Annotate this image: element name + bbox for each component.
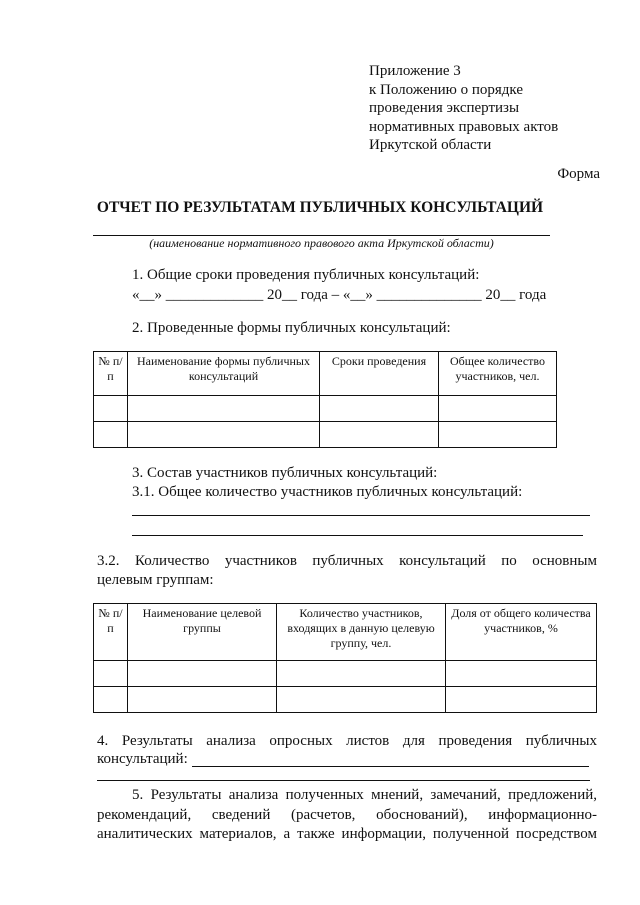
col-form-name: Наименование формы публичных консультаций bbox=[128, 352, 320, 396]
appendix-line: Приложение 3 bbox=[369, 63, 461, 79]
answer-line[interactable] bbox=[132, 535, 583, 536]
table-cell[interactable] bbox=[94, 687, 128, 713]
appendix-line: к Положению о порядке bbox=[369, 81, 523, 98]
section5-line: рекомендаций, сведений (расчетов, обоснований), информационно- bbox=[97, 806, 597, 823]
section4-text-line2: консультаций: bbox=[97, 751, 188, 767]
section3-2-text-line1: 3.2. Количество участников публичных консультаций по основным bbox=[97, 553, 597, 569]
table-row bbox=[94, 661, 597, 687]
section2-heading: 2. Проведенные формы публичных консультаций: bbox=[132, 320, 451, 336]
section3-1-text: 3.1. Общее количество участников публичных консультаций: bbox=[132, 484, 523, 500]
act-name-caption: (наименование нормативного правового акта Иркутской области) bbox=[149, 236, 494, 250]
section1-heading: 1. Общие сроки проведения публичных консультаций: bbox=[132, 267, 480, 283]
table-cell[interactable] bbox=[439, 422, 557, 448]
col-group-name: Наименование целевой группы bbox=[128, 604, 277, 661]
appendix-line: проведения экспертизы bbox=[369, 100, 520, 116]
col-participants: Общее количество участников, чел. bbox=[439, 352, 557, 396]
table-cell[interactable] bbox=[320, 422, 439, 448]
target-groups-table bbox=[93, 603, 597, 713]
section3-heading: 3. Состав участников публичных консультаций: bbox=[132, 465, 438, 481]
table-cell[interactable] bbox=[277, 687, 446, 713]
table-cell[interactable] bbox=[94, 422, 128, 448]
section4-text-line1: 4. Результаты анализа опросных листов для проведения публичных bbox=[97, 733, 597, 749]
table-cell[interactable] bbox=[94, 661, 128, 687]
appendix-line: нормативных правовых актов bbox=[369, 118, 559, 135]
col-number: № п/п bbox=[94, 352, 128, 396]
answer-line[interactable] bbox=[192, 766, 589, 767]
table-cell[interactable] bbox=[94, 396, 128, 422]
answer-line[interactable] bbox=[132, 515, 590, 516]
table-header-row bbox=[94, 604, 597, 661]
table-header-row bbox=[94, 352, 557, 396]
table-cell[interactable] bbox=[439, 396, 557, 422]
section5-line: 5. Результаты анализа полученных мнений, замечаний, предложений, bbox=[132, 787, 597, 803]
table-row bbox=[94, 396, 557, 422]
table-row bbox=[94, 687, 597, 713]
document-title: ОТЧЕТ ПО РЕЗУЛЬТАТАМ ПУБЛИЧНЫХ КОНСУЛЬТАЦИЙ bbox=[96, 199, 544, 216]
col-group-share: Доля от общего количества участников, % bbox=[446, 604, 597, 661]
section5-line: аналитических материалов, а также информации, полученной посредством bbox=[97, 826, 597, 842]
consultation-forms-table bbox=[93, 351, 557, 448]
table-row bbox=[94, 422, 557, 448]
table-cell[interactable] bbox=[128, 422, 320, 448]
table-cell[interactable] bbox=[446, 661, 597, 687]
table-cell[interactable] bbox=[320, 396, 439, 422]
section5-paragraph bbox=[97, 786, 597, 845]
appendix-line: Иркутской области bbox=[369, 137, 492, 153]
col-number: № п/п bbox=[94, 604, 128, 661]
appendix-reference bbox=[369, 62, 558, 155]
section3-2-text-line2: целевым группам: bbox=[97, 572, 214, 588]
answer-line[interactable] bbox=[97, 780, 590, 781]
table-cell[interactable] bbox=[128, 396, 320, 422]
form-label: Форма bbox=[557, 166, 600, 182]
table-cell[interactable] bbox=[128, 661, 277, 687]
col-period: Сроки проведения bbox=[320, 352, 439, 396]
section1-dates: «__» _____________ 20__ года – «__» ______________ 20__ года bbox=[132, 287, 547, 303]
table-cell[interactable] bbox=[128, 687, 277, 713]
table-cell[interactable] bbox=[277, 661, 446, 687]
col-group-count: Количество участников, входящих в данную целевую группу, чел. bbox=[277, 604, 446, 661]
table-cell[interactable] bbox=[446, 687, 597, 713]
